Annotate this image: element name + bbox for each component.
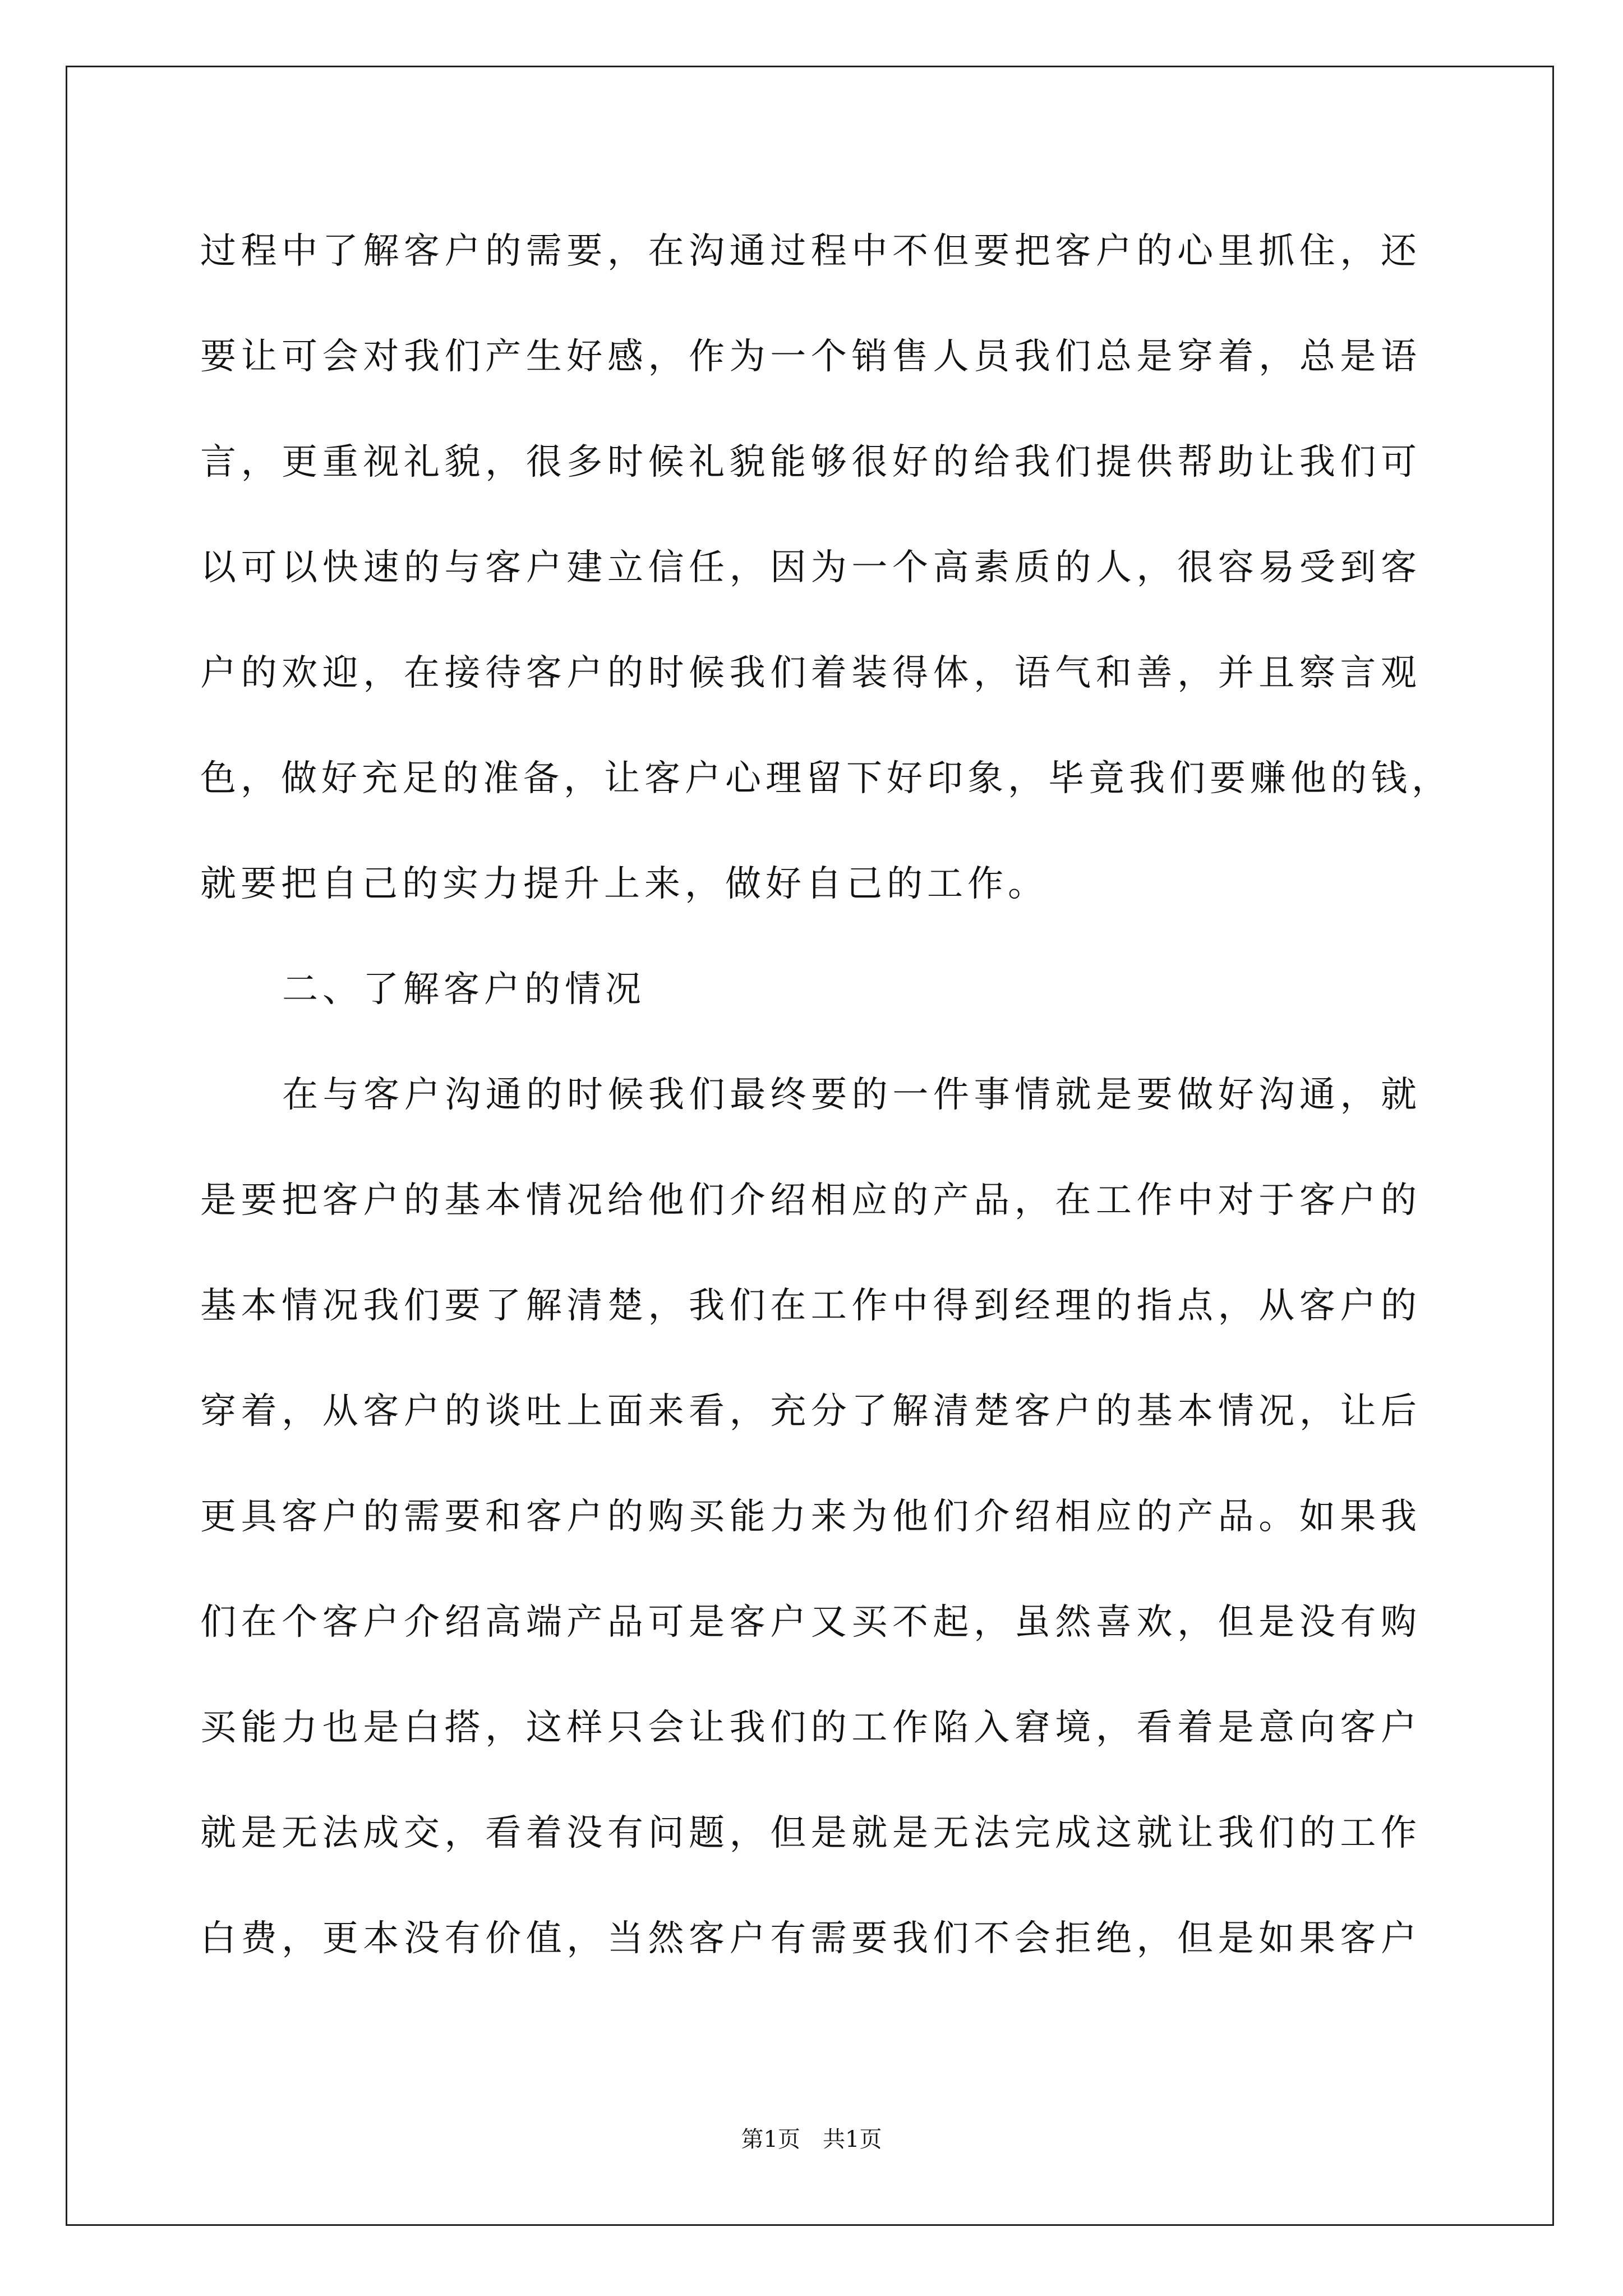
body-text-line: 白费，更本没有价值，当然客户有需要我们不会拒绝，但是如果客户 bbox=[200, 1918, 1421, 1959]
section-heading: 二、了解客户的情况 bbox=[282, 969, 645, 1010]
body-text-line: 户的欢迎，在接待客户的时候我们着装得体，语气和善，并且察言观 bbox=[200, 652, 1421, 694]
body-text-line: 以可以快速的与客户建立信任，因为一个高素质的人，很容易受到客 bbox=[200, 547, 1421, 588]
body-text-line: 言，更重视礼貌，很多时候礼貌能够很好的给我们提供帮助让我们可 bbox=[200, 441, 1421, 483]
body-text-line: 就要把自己的实力提升上来，做好自己的工作。 bbox=[200, 863, 1048, 905]
body-text-line: 们在个客户介绍高端产品可是客户又买不起，虽然喜欢，但是没有购 bbox=[200, 1602, 1421, 1643]
body-text-line: 要让可会对我们产生好感，作为一个销售人员我们总是穿着，总是语 bbox=[200, 336, 1421, 378]
body-text-line: 穿着，从客户的谈吐上面来看，充分了解清楚客户的基本情况，让后 bbox=[200, 1391, 1421, 1432]
page-footer: 第1页 共1页 bbox=[741, 2127, 882, 2152]
body-text-line: 更具客户的需要和客户的购买能力来为他们介绍相应的产品。如果我 bbox=[200, 1496, 1421, 1538]
body-text-line: 色，做好充足的准备，让客户心理留下好印象，毕竟我们要赚他的钱， bbox=[200, 758, 1452, 799]
body-text-line: 买能力也是白搭，这样只会让我们的工作陷入窘境，看着是意向客户 bbox=[200, 1707, 1421, 1749]
body-text-line: 是要把客户的基本情况给他们介绍相应的产品，在工作中对于客户的 bbox=[200, 1180, 1421, 1221]
body-text-line: 基本情况我们要了解清楚，我们在工作中得到经理的指点，从客户的 bbox=[200, 1285, 1421, 1327]
body-text-line: 在与客户沟通的时候我们最终要的一件事情就是要做好沟通，就 bbox=[282, 1074, 1421, 1116]
document-body bbox=[200, 199, 1452, 1991]
body-text-line: 就是无法成交，看着没有问题，但是就是无法完成这就让我们的工作 bbox=[200, 1812, 1421, 1854]
body-text-line: 过程中了解客户的需要，在沟通过程中不但要把客户的心里抓住，还 bbox=[200, 231, 1421, 272]
